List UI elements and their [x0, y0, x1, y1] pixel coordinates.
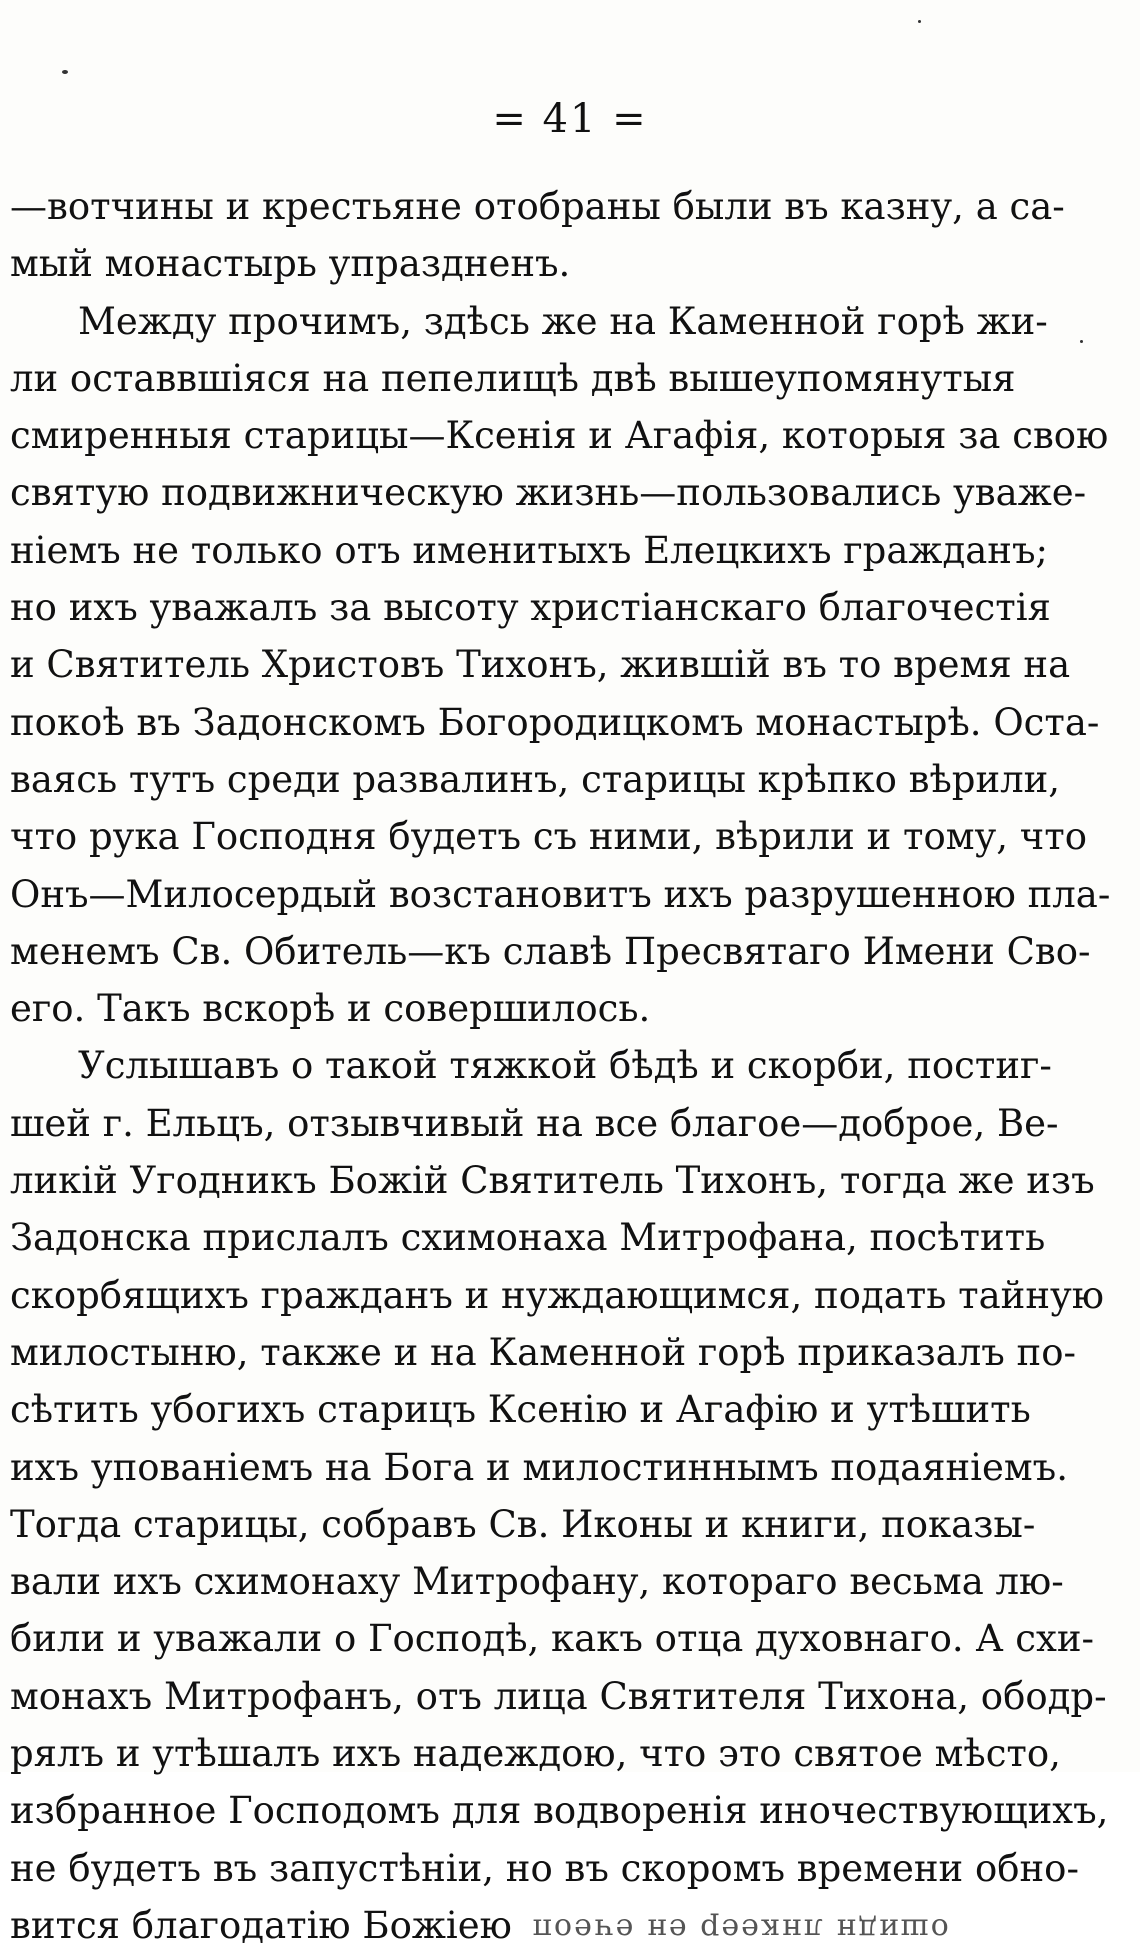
text-line: святую подвижническую жизнь—пользовались уваже-: [10, 471, 1087, 515]
text-line: ваясь тутъ среди развалинъ, старицы крѣпко вѣрили,: [10, 757, 1061, 801]
text-line: —вотчины и крестьяне отобраны были въ казну, а са-: [10, 185, 1065, 228]
text-line: Тогда старицы, собравъ Св. Иконы и книги, показы-: [10, 1502, 1036, 1546]
text-line: избранное Господомъ для водворенія иночествующихъ,: [10, 1789, 1109, 1833]
final-line-text: вится благодатію Божіею: [10, 1903, 512, 1947]
text-line: ихъ упованіемъ на Бога и милостиннымъ подаяніемъ.: [10, 1445, 1068, 1489]
text-line: его. Такъ вскорѣ и совершилось.: [10, 987, 651, 1031]
text-line: что рука Господня будетъ съ ними, вѣрили и тому, что: [10, 815, 1088, 859]
text-line: Онъ—Милосердый возстановитъ ихъ разрушенною пла-: [10, 872, 1111, 916]
text-line: сѣтить убогихъ старицъ Ксенію и Агафію и утѣшить: [10, 1388, 1031, 1432]
text-line: покоѣ въ Задонскомъ Богородицкомъ монастырѣ. Оста-: [10, 700, 1100, 744]
text-line: рялъ и утѣшалъ ихъ надеждою, что это святое мѣсто,: [10, 1732, 1061, 1776]
text-line: [10, 1897, 970, 1954]
text-line: вали ихъ схимонаху Митрофану, котораго весьма лю-: [10, 1560, 1064, 1604]
text-line: монахъ Митрофанъ, отъ лица Святителя Тихона, ободр-: [10, 1674, 1107, 1718]
text-line: Между прочимъ, здѣсь же на Каменной горѣ жи-: [78, 299, 1048, 343]
text-line: скорбящихъ гражданъ и нуждающимся, подать тайную: [10, 1273, 1104, 1317]
text-line: ли оставвшіяся на пепелищѣ двѣ вышеупомянутыя: [10, 356, 1016, 400]
text-line: милостыню, также и на Каменной горѣ приказалъ по-: [10, 1330, 1076, 1374]
text-line: ніемъ не только отъ именитыхъ Елецкихъ гражданъ;: [10, 528, 1048, 572]
text-line: смиренныя старицы—Ксенія и Агафія, которыя за свою: [10, 414, 1109, 458]
text-line: ликій Угодникъ Божій Святитель Тихонъ, тогда же изъ: [10, 1159, 1095, 1203]
print-speck: [1080, 340, 1083, 343]
print-speck: [918, 20, 921, 23]
text-line: мый монастырь упраздненъ.: [10, 242, 571, 286]
bleed-through-text: ошидн лнкеер ен ечеоп: [529, 1911, 949, 1947]
text-line: Задонска прислалъ схимонаха Митрофана, посѣтить: [10, 1216, 1046, 1260]
text-line: и Святитель Христовъ Тихонъ, жившій въ то время на: [10, 643, 1071, 687]
text-line: били и уважали о Господѣ, какъ отца духовнаго. А схи-: [10, 1617, 1094, 1661]
text-line: не будетъ въ запустѣніи, но въ скоромъ времени обно-: [10, 1846, 1079, 1890]
print-speck: [62, 70, 68, 74]
text-line: шей г. Ельцъ, отзывчивый на все благое—доброе, Ве-: [10, 1101, 1059, 1145]
text-line: Услышавъ о такой тяжкой бѣдѣ и скорби, постиг-: [78, 1044, 1052, 1088]
page-number: = 41 =: [492, 96, 648, 142]
text-line: менемъ Св. Обитель—къ славѣ Пресвятаго Имени Сво-: [10, 929, 1091, 973]
text-line: но ихъ уважалъ за высоту христіанскаго благочестія: [10, 586, 1051, 630]
body-text: [10, 178, 1111, 1954]
